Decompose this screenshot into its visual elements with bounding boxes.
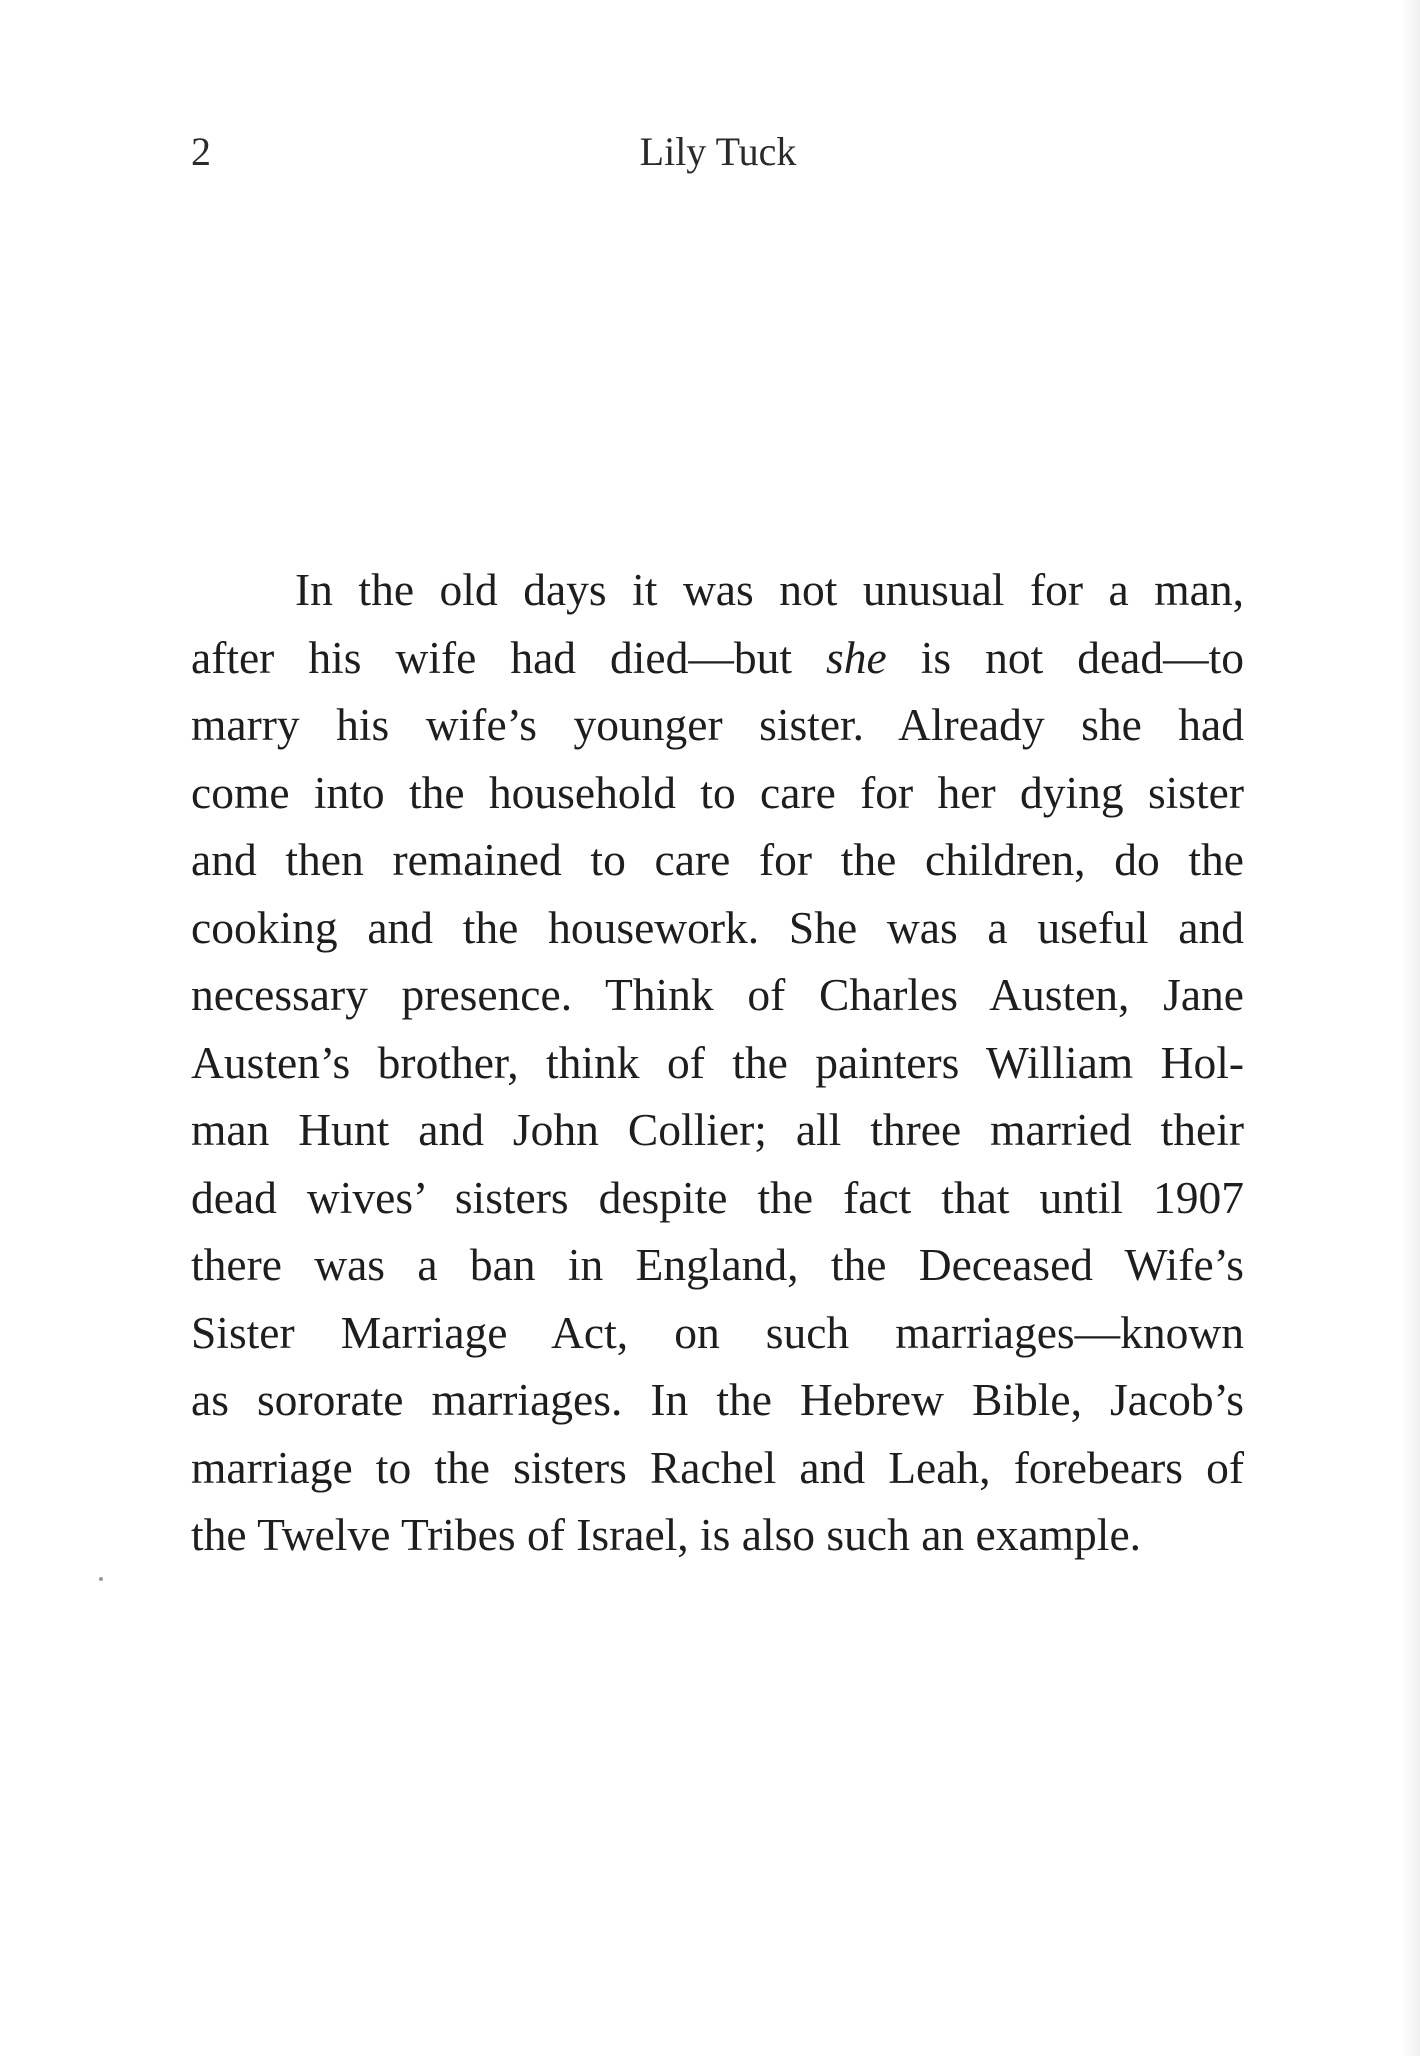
text-line-11: there was a ban in England, the Deceased Wife’s <box>191 1239 1244 1290</box>
text-line-12: Sister Marriage Act, on such marriages—known <box>191 1306 1244 1358</box>
text-line-2 <box>191 624 1244 692</box>
text-line-15: the Twelve Tribes of Israel, is also such an example. <box>191 1509 1142 1560</box>
page-edge-shadow <box>1402 0 1420 2056</box>
text-line-8: Austen’s brother, think of the painters William Hol- <box>191 1036 1244 1088</box>
text-line-6: cooking and the housework. She was a useful and <box>191 901 1244 953</box>
text-line-3: marry his wife’s younger sister. Already she had <box>191 699 1244 750</box>
running-head-author: Lily Tuck <box>639 129 797 174</box>
text-line-5: and then remained to care for the children, do the <box>191 834 1244 885</box>
text-line-13: as sororate marriages. In the Hebrew Bible, Jacob’s <box>191 1374 1244 1425</box>
text-line-4: come into the household to care for her dying sister <box>191 766 1244 818</box>
text-line-2-end: is not dead—to <box>886 631 1244 683</box>
text-line-2-start: after his wife had died—but <box>191 631 827 683</box>
emphasis-she: she <box>826 631 887 683</box>
text-line-14: marriage to the sisters Rachel and Leah, forebears of <box>191 1441 1244 1493</box>
page-number: 2 <box>191 129 211 174</box>
text-line-10: dead wives’ sisters despite the fact that until 1907 <box>191 1171 1244 1223</box>
scan-speck <box>99 1577 103 1581</box>
text-line-1: In the old days it was not unusual for a man, <box>295 564 1244 615</box>
body-paragraph <box>191 556 1244 1569</box>
text-line-7: necessary presence. Think of Charles Austen, Jane <box>191 969 1244 1020</box>
text-line-9: man Hunt and John Collier; all three married their <box>191 1104 1244 1155</box>
